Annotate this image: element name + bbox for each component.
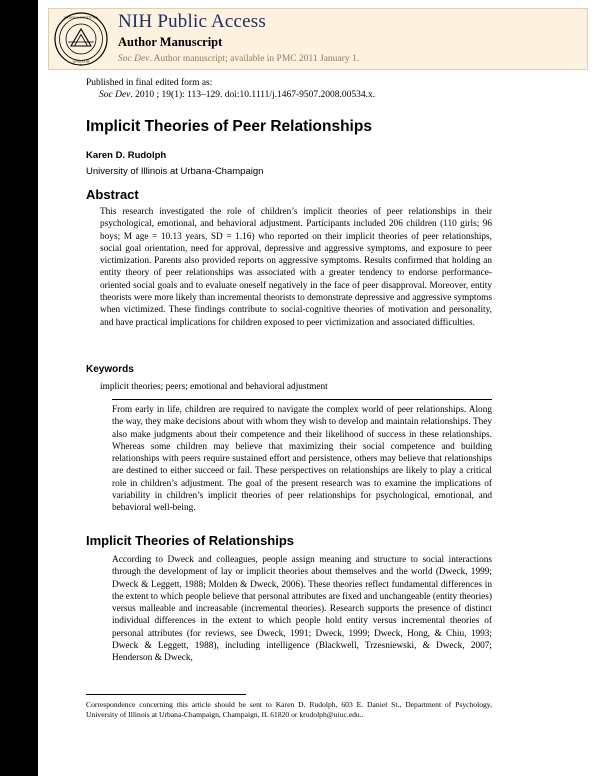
footnote-text: Correspondence concerning this article should be sent to Karen D. Rudolph, 603 E. Daniel St., Department of Psychology, University of Illinois at Urbana-Champaign, Champaign, IL 61820 or krudolph@uiuc.edu.. (86, 700, 492, 719)
footnote-divider (86, 694, 246, 695)
page-title: Implicit Theories of Peer Relationships (86, 118, 372, 135)
keywords-body: implicit theories; peers; emotional and behavioral adjustment (100, 382, 328, 392)
svg-text:OF HEALTH: OF HEALTH (72, 59, 90, 64)
introduction-paragraph: From early in life, children are required to navigate the complex world of peer relationships. Along the way, they make decisions about with whom they wish to develop and maintain relationships. They also make judgments about their competence and their likelihood of success in these relationships. Whereas some children may believe that maximizing their social competence and building relationships with peers require sustained effort and persistence, others may believe that relationships are destined to either succeed or fail. These perspectives on relationships are likely to play a critical role in children’s adjustment. The goal of the present research was to examine the implications of variability in children’s implicit theories of peer relationships for psychological, emotional, and behavioral well-being. (112, 405, 492, 514)
keywords-heading: Keywords (86, 364, 134, 375)
abstract-body: This research investigated the role of children’s implicit theories of peer relationships in their psychological, emotional, and behavioral adjustment. Participants included 206 children (110 girls; 96 boys; M age = 10.13 years, SD = 1.16) who reported on their implicit theories of peer relationships, social goal orientation, need for approval, depressive and aggressive symptoms, and exposure to peer victimization. Parents also provided reports on aggressive symptoms. Results confirmed that holding an entity theory of peer relationships was associated with a greater tendency to endorse performance-oriented social goals and to evaluate oneself negatively in the face of peer disapproval. Moreover, entity theorists were more likely than incremental theorists to demonstrate depressive and aggressive symptoms when victimized. These findings contribute to social-cognitive theories of motivation and personality, and have practical implications for children exposed to peer victimization and associated difficulties. (100, 207, 492, 328)
published-rest: . 2010 ; 19(1): 113–129. doi:10.1111/j.1467-9507.2008.00534.x. (130, 90, 376, 100)
sidebar-label-stack (0, 0, 50, 776)
implicit-theories-paragraph: According to Dweck and colleagues, people assign meaning and structure to social interactions through the development of lay or implicit theories about themselves and the world (Dweck, 1999; Dweck & Leggett, 1988; Molden & Dweck, 2006). These theories reflect fundamental differences in the extent to which people believe that personal attributes are fixed and unchangeable (entity theories) versus malleable and increasable (incremental theories). Research supports the presence of distinct individual differences in the extent to which people hold entity versus incremental theories of personal attributes (for reviews, see Dweck, 1991; Dweck, 1999; Dweck, Hong, & Chiu, 1993; Dweck & Leggett, 1988), including intelligence (Blackwell, Trzesniewski, & Dweck, 2007; Henderson & Dweck, (112, 555, 492, 664)
sidebar-strip (0, 0, 50, 776)
sidebar-label-3: NIH-PA Author Manuscript (38, 637, 50, 765)
sidebar-label-2: NIH-PA Author Manuscript (38, 382, 50, 510)
author-name: Karen D. Rudolph (86, 150, 167, 161)
published-journal: Soc Dev (99, 90, 131, 100)
banner-citation-rest: . Author manuscript; available in PMC 2011 January 1. (149, 54, 360, 64)
banner-subtitle: Author Manuscript (118, 35, 223, 49)
author-affiliation: University of Illinois at Urbana-Champaign (86, 166, 264, 177)
sidebar-label-1: NIH-PA Author Manuscript (38, 122, 50, 250)
svg-text:NATIONAL INSTITUTES: NATIONAL INSTITUTES (64, 15, 98, 20)
banner-citation-journal: Soc Dev (118, 54, 150, 64)
published-line: Published in final edited form as: (86, 78, 213, 88)
banner-title: NIH Public Access (118, 11, 266, 32)
published-citation (99, 90, 375, 100)
banner-citation (118, 54, 359, 64)
nih-seal-icon (54, 12, 108, 66)
abstract-heading: Abstract (86, 187, 139, 202)
implicit-theories-heading: Implicit Theories of Relationships (86, 533, 295, 548)
section-divider (112, 399, 492, 400)
